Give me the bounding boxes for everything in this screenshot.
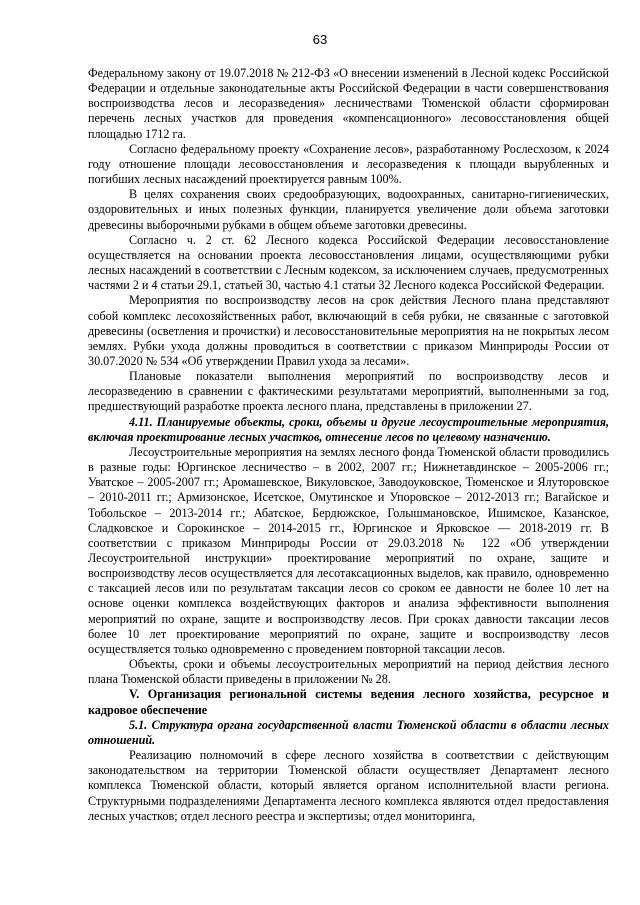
paragraph-planned-indicators: Плановые показатели выполнения мероприятий по воспроизводству лесов и лесоразведению в сравнении с фактическими результатами мероприятий, выполненными за год, предшествующий разработке проекта лесного плана, представлены в приложении 27. xyxy=(88,369,609,414)
paragraph-selective-felling: В целях сохранения своих средообразующих, водоохранных, санитарно-гигиенических, оздоровительных и иных полезных функции, планируется увеличение доли объема заготовки древесины выборочными рубками в общем объеме заготовки древесины. xyxy=(88,187,609,232)
section-heading-5-1: 5.1. Структура органа государственной власти Тюменской области в области лесных отношений. xyxy=(88,717,609,747)
paragraph-reproduction-measures: Мероприятия по воспроизводству лесов на срок действия Лесного плана представляют собой комплекс лесохозяйственных работ, включающий в себя рубки, не связанные с заготовкой древесины (осветления и прочистки) и лесовосстановительные мероприятия на не покрытых лесом землях. Рубки ухода должны проводиться в соответствии с приказом Минприроды России от 30.07.2020 № 534 «Об утверждении Правил ухода за лесами». xyxy=(88,293,609,368)
paragraph-law-reference: Федеральному закону от 19.07.2018 № 212-ФЗ «О внесении изменений в Лесной кодекс Российской Федерации и отдельные законодательные акты Российской Федерации в части совершенствования воспроизводства лесов и лесоразведения» лесничествами Тюменской области сформирован перечень лесных участков для проведения «компенсационного» лесовосстановления общей площадью 1712 га. xyxy=(88,66,609,141)
chapter-heading-v: V. Организация региональной системы ведения лесного хозяйства, ресурсное и кадровое обеспечение xyxy=(88,687,609,717)
section-heading-4-11: 4.11. Планируемые объекты, сроки, объемы и другие лесоустроительные мероприятия, включая проектирование лесных участков, отнесение лесов по целевому назначению. xyxy=(88,414,609,444)
paragraph-department-structure: Реализацию полномочий в сфере лесного хозяйства в соответствии с действующим законодательством на территории Тюменской области осуществляет Департамент лесного комплекса Тюменской области, который является органом исполнительной власти региона. Структурными подразделениями Департамента лесного комплекса являются отдел предоставления лесных участков; отдел лесного реестра и экспертизы; отдел мониторинга, xyxy=(88,748,609,823)
paragraph-objects-appendix: Объекты, сроки и объемы лесоустроительных мероприятий на период действия лесного плана Тюменской области приведены в приложении № 28. xyxy=(88,657,609,687)
page-number: 63 xyxy=(312,32,328,47)
paragraph-federal-project: Согласно федеральному проекту «Сохранение лесов», разработанному Рослесхозом, к 2024 году отношение площади лесовосстановления и лесоразведения к площади вырубленных и погибших лесных насаждений проектируется равным 100%. xyxy=(88,141,609,187)
paragraph-forest-code: Согласно ч. 2 ст. 62 Лесного кодекса Российской Федерации лесовосстановление осуществляется на основании проекта лесовосстановления лицами, осуществляющими рубки лесных насаждений в соответствии с Лесным кодексом, за исключением случаев, предусмотренных частями 2 и 4 статьи 29.1, статьей 30, частью 4.1 статьи 32 Лесного кодекса Российской Федерации. xyxy=(88,232,609,293)
page-content xyxy=(88,66,609,824)
paragraph-forest-management-history: Лесоустроительные мероприятия на землях лесного фонда Тюменской области проводились в разные годы: Юргинское лесничество – в 2002, 2007 гг.; Нижнетавдинское – 2005-2006 гг.; Уватское – 2005-2007 гг.; Аромашевское, Викуловское, Заводоуковское, Тюменское и Ялуторовское – 2010-2011 гг.; Армизонское, Исетское, Омутинское и Упоровское – 2012-2013 гг.; Вагайское и Тобольское – 2013-2014 гг.; Абатское, Бердюжское, Голышмановское, Ишимское, Казанское, Сладковское и Сорокинское – 2014-2015 гг., Юргинское и Ярковское — 2018-2019 гг. В соответствии с приказом Минприроды России от 29.03.2018 № 122 «Об утверждении Лесоустроительной инструкции» проектирование мероприятий по охране, защите и воспроизводству лесов осуществляется для лесотаксационных выделов, как правило, одновременно с таксацией лесов или по результатам таксации лесов со сроком ее давности не более 10 лет на основе оценки комплекса воздействующих факторов и анализа эффективности выполнения мероприятий по охране, защите и воспроизводству лесов. При сроках давности таксации лесов более 10 лет проектирование мероприятий по охране, защите и воспроизводству лесов осуществляется только одновременно с проведением повторной таксации лесов. xyxy=(88,444,609,656)
